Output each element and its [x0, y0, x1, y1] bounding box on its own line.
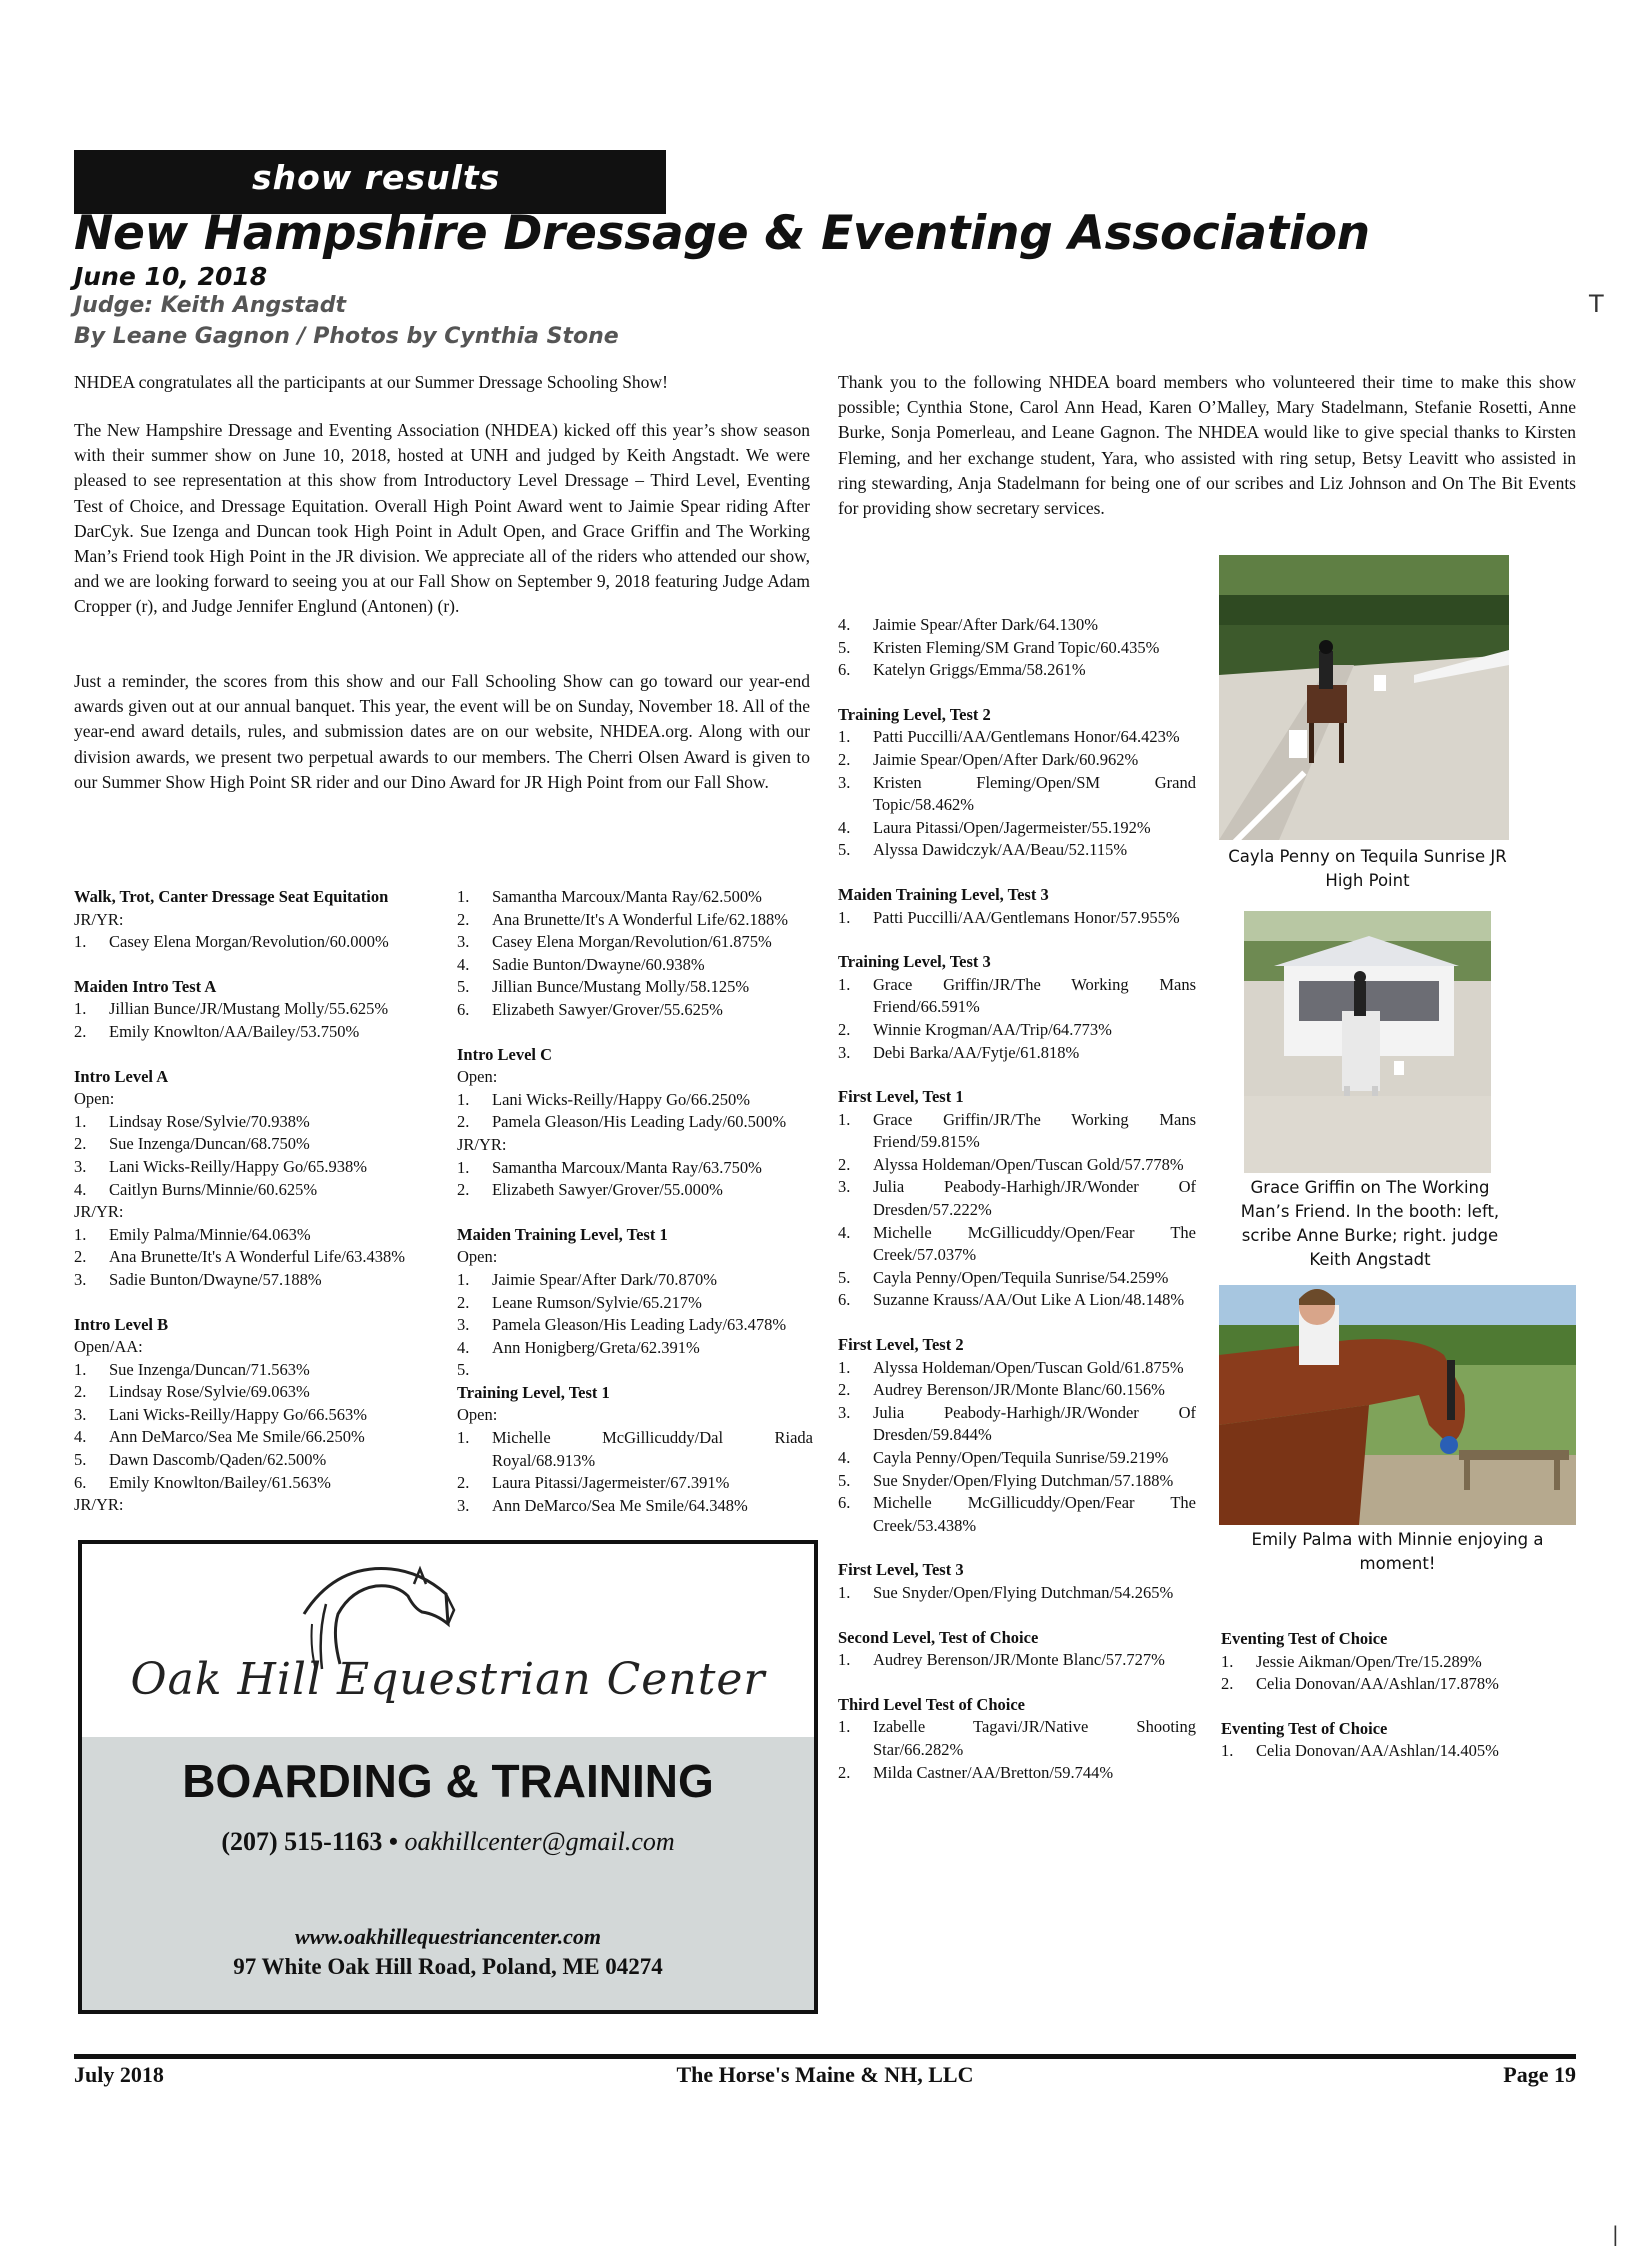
result-entry: [838, 1402, 1196, 1447]
result-text: Casey Elena Morgan/Revolution/60.000%: [109, 932, 389, 952]
result-text: Laura Pitassi/Jagermeister/67.391%: [492, 1473, 730, 1493]
caption-photo-1: Cayla Penny on Tequila Sunrise JR High Point: [1228, 847, 1507, 890]
result-entry: [838, 1492, 1196, 1537]
result-entry: [838, 1222, 1196, 1267]
results-class-heading: Training Level, Test 1: [457, 1382, 610, 1402]
result-text: Michelle McGillicuddy/Open/Fear The Creek/53.438%: [873, 1493, 1196, 1535]
result-entry: [74, 1449, 434, 1472]
list-gap: [838, 682, 1196, 704]
result-place: 6.: [838, 660, 851, 680]
result-text: Jaimie Spear/Open/After Dark/60.962%: [873, 749, 1139, 769]
result-text: Lani Wicks-Reilly/Happy Go/66.250%: [492, 1089, 750, 1109]
result-place: 4.: [74, 1179, 87, 1199]
result-entry: [457, 886, 813, 909]
results-division-label: Open:: [457, 1247, 498, 1267]
result-place: 2.: [838, 1154, 851, 1174]
result-place: 4.: [838, 615, 851, 634]
result-text: Sue Inzenga/Duncan/68.750%: [109, 1134, 310, 1154]
result-text: Alyssa Holdeman/Open/Tuscan Gold/61.875%: [873, 1357, 1184, 1377]
result-text: Elizabeth Sawyer/Grover/55.000%: [492, 1180, 723, 1200]
results-class-heading: Intro Level B: [74, 1314, 169, 1334]
result-entry: [457, 1269, 813, 1292]
result-entry: [74, 1472, 434, 1495]
list-gap: [457, 1022, 813, 1044]
intro-paragraph-1: NHDEA congratulates all the participants at our Summer Dressage Schooling Show!: [74, 372, 668, 392]
result-text: Cayla Penny/Open/Tequila Sunrise/54.259%: [873, 1267, 1169, 1287]
result-text: Samantha Marcoux/Manta Ray/63.750%: [492, 1157, 762, 1177]
footer-publication: The Horse's Maine & NH, LLC: [676, 2062, 974, 2087]
result-place: 1.: [74, 999, 87, 1019]
result-text: Pamela Gleason/His Leading Lady/63.478%: [492, 1315, 787, 1335]
result-place: 1.: [838, 1357, 851, 1377]
list-gap: [838, 1672, 1196, 1694]
results-division-label: JR/YR:: [74, 1202, 124, 1222]
result-entry: [457, 1337, 813, 1360]
result-place: 5.: [838, 1267, 851, 1287]
result-entry: [838, 614, 1196, 637]
results-division-label: JR/YR:: [74, 909, 124, 929]
result-text: Jillian Bunce/JR/Mustang Molly/55.625%: [109, 999, 389, 1019]
result-entry: [74, 1224, 434, 1247]
result-text: Lani Wicks-Reilly/Happy Go/66.563%: [109, 1404, 367, 1424]
result-place: 4.: [838, 1448, 851, 1467]
result-place: 1.: [457, 1428, 470, 1448]
result-text: Grace Griffin/JR/The Working Mans Friend/66.591%: [873, 974, 1196, 1017]
result-entry: [838, 974, 1196, 1019]
results-column-2: [457, 886, 813, 1517]
result-place: 3.: [74, 1404, 87, 1424]
results-class-heading: Intro Level C: [457, 1044, 553, 1064]
result-place: 1.: [838, 727, 851, 747]
result-place: 2.: [1221, 1674, 1234, 1694]
result-text: Julia Peabody-Harhigh/JR/Wonder Of Dresden/59.844%: [873, 1402, 1196, 1445]
result-place: 1.: [838, 974, 851, 994]
results-class-heading: First Level, Test 1: [838, 1087, 964, 1107]
result-entry: [457, 1495, 813, 1518]
results-class-heading: Maiden Training Level, Test 3: [838, 884, 1049, 904]
result-entry: [457, 1292, 813, 1315]
result-text: Milda Castner/AA/Bretton/59.744%: [873, 1762, 1114, 1782]
results-class-heading: Maiden Training Level, Test 1: [457, 1224, 668, 1244]
result-entry: [838, 1447, 1196, 1470]
article-judge: Judge: Keith Angstadt: [74, 293, 347, 318]
result-text: Michelle McGillicuddy/Dal Riada Royal/68.913%: [492, 1428, 813, 1470]
result-text: Izabelle Tagavi/JR/Native Shooting Star/66.282%: [873, 1717, 1196, 1759]
result-text: Ann Honigberg/Greta/62.391%: [492, 1337, 700, 1357]
result-entry: [838, 1042, 1196, 1065]
result-entry: [838, 1470, 1196, 1493]
results-column-4: [1221, 1628, 1576, 1763]
list-gap: [838, 1064, 1196, 1086]
result-text: Audrey Berenson/JR/Monte Blanc/57.727%: [873, 1650, 1165, 1670]
result-place: 1.: [838, 1109, 851, 1129]
result-place: 4.: [838, 817, 851, 837]
result-entry: [838, 659, 1196, 682]
result-place: 4.: [838, 1222, 851, 1242]
result-text: Sadie Bunton/Dwayne/57.188%: [109, 1269, 322, 1289]
result-place: 2.: [74, 1247, 87, 1267]
result-entry: [1221, 1651, 1576, 1674]
result-place: 3.: [74, 1156, 87, 1176]
result-place: 6.: [457, 999, 470, 1019]
results-class-heading: Training Level, Test 3: [838, 952, 991, 972]
result-entry: [74, 1381, 434, 1404]
result-place: 1.: [74, 1111, 87, 1131]
list-gap: [74, 1044, 434, 1066]
result-entry: [838, 907, 1196, 930]
result-entry: [838, 749, 1196, 772]
result-text: Kristen Fleming/Open/SM Grand Topic/58.462%: [873, 772, 1196, 815]
result-entry: [457, 954, 813, 977]
result-entry: [838, 1154, 1196, 1177]
result-text: Lindsay Rose/Sylvie/70.938%: [109, 1111, 310, 1131]
result-place: 1.: [74, 1359, 87, 1379]
results-class-heading: Training Level, Test 2: [838, 704, 991, 724]
result-entry: [1221, 1740, 1576, 1763]
result-entry: [74, 1269, 434, 1292]
result-text: Casey Elena Morgan/Revolution/61.875%: [492, 932, 772, 952]
intro-paragraph-2: The New Hampshire Dressage and Eventing Association (NHDEA) kicked off this year’s show season with their summer show on June 10, 2018, hosted at UNH and judged by Keith Angstadt. We were pleased to see representation at this show from Introductory Level Dressage – Third Level, Eventing Test of Choice, and Dressage Equitation. Overall High Point Award went to Jaimie Spear riding After DarCyk. Sue Izenga and Duncan took High Point in Adult Open, and Grace Griffin and The Working Man’s Friend took High Point in the JR division. We appreciate all of the riders who attended our show, and we are looking forward to seeing you at our Fall Show on September 9, 2018 featuring Judge Adam Cropper (r), and Judge Jennifer Englund (Antonen) (r).: [74, 420, 810, 617]
result-place: 3.: [838, 772, 851, 792]
result-place: 5.: [457, 977, 470, 997]
result-entry: [838, 817, 1196, 840]
results-division-label: Open:: [457, 1405, 498, 1425]
result-text: Emily Knowlton/AA/Bailey/53.750%: [109, 1021, 360, 1041]
results-class-heading: Eventing Test of Choice: [1221, 1629, 1388, 1648]
result-entry: [74, 998, 434, 1021]
result-entry: [457, 976, 813, 999]
list-gap: [74, 1292, 434, 1314]
results-class-heading: First Level, Test 2: [838, 1335, 964, 1355]
result-text: Celia Donovan/AA/Ashlan/17.878%: [1256, 1674, 1499, 1694]
section-label: show results: [252, 158, 501, 197]
result-text: Caitlyn Burns/Minnie/60.625%: [109, 1179, 318, 1199]
result-place: 2.: [838, 749, 851, 769]
result-place: 2.: [838, 1762, 851, 1782]
result-entry: [838, 1267, 1196, 1290]
result-place: 6.: [74, 1472, 87, 1492]
section-banner: [74, 150, 666, 214]
result-place: 3.: [838, 1177, 851, 1197]
result-place: 6.: [838, 1290, 851, 1310]
result-text: Laura Pitassi/Open/Jagermeister/55.192%: [873, 817, 1151, 837]
result-place: 2.: [74, 1021, 87, 1041]
result-entry: [838, 772, 1196, 817]
ad-website[interactable]: www.oakhillequestriancenter.com: [295, 1924, 601, 1949]
result-text: Lani Wicks-Reilly/Happy Go/65.938%: [109, 1156, 367, 1176]
result-place: 3.: [457, 1315, 470, 1335]
result-entry: [838, 839, 1196, 862]
result-entry: [838, 1109, 1196, 1154]
result-place: 6.: [838, 1493, 851, 1513]
result-text: Elizabeth Sawyer/Grover/55.625%: [492, 999, 723, 1019]
result-entry: [838, 1019, 1196, 1042]
result-place: 2.: [838, 1019, 851, 1039]
result-entry: [457, 1427, 813, 1472]
result-place: 5.: [74, 1450, 87, 1470]
result-text: Patti Puccilli/AA/Gentlemans Honor/64.423%: [873, 727, 1180, 747]
result-text: Alyssa Holdeman/Open/Tuscan Gold/57.778%: [873, 1154, 1184, 1174]
result-entry: [838, 726, 1196, 749]
results-class-heading: Eventing Test of Choice: [1221, 1718, 1388, 1738]
result-text: Michelle McGillicuddy/Open/Fear The Creek/57.037%: [873, 1222, 1196, 1265]
results-division-label: Open:: [74, 1089, 115, 1109]
caption-photo-2: Grace Griffin on The Working Man’s Friend. In the booth: left, scribe Anne Burke; right. judge Keith Angstadt: [1240, 1178, 1500, 1269]
list-gap: [838, 862, 1196, 884]
result-place: 1.: [74, 932, 87, 952]
ad-headline: BOARDING & TRAINING: [182, 1755, 714, 1807]
results-class-heading: First Level, Test 3: [838, 1560, 964, 1580]
ad-address: 97 White Oak Hill Road, Poland, ME 04274: [233, 1954, 663, 1979]
result-place: 2.: [74, 1382, 87, 1402]
result-place: 3.: [838, 1402, 851, 1422]
result-entry: [74, 1426, 434, 1449]
list-gap: [838, 1312, 1196, 1334]
result-entry: [457, 909, 813, 932]
result-place: 1.: [1221, 1741, 1234, 1761]
result-entry: [457, 1314, 813, 1337]
result-text: Sue Snyder/Open/Flying Dutchman/54.265%: [873, 1582, 1174, 1602]
article-title: New Hampshire Dressage & Eventing Association: [74, 206, 1370, 261]
result-place: 2.: [457, 1292, 470, 1312]
footer-rule: [74, 2054, 1576, 2059]
result-entry: [838, 1289, 1196, 1312]
result-text: Jaimie Spear/After Dark/70.870%: [492, 1269, 717, 1289]
result-entry: [457, 931, 813, 954]
result-text: Jaimie Spear/After Dark/64.130%: [873, 615, 1098, 634]
result-place: 3.: [457, 932, 470, 952]
results-division-label: JR/YR:: [457, 1134, 507, 1154]
result-text: Celia Donovan/AA/Ashlan/14.405%: [1256, 1741, 1499, 1761]
result-entry: [457, 1472, 813, 1495]
result-entry: [457, 1179, 813, 1202]
result-place: 5.: [457, 1360, 470, 1380]
list-gap: [74, 954, 434, 976]
result-place: 3.: [838, 1042, 851, 1062]
ad-separator: •: [388, 1827, 405, 1856]
result-place: 1.: [457, 887, 470, 906]
results-division-label: Open/AA:: [74, 1337, 143, 1357]
result-text: Leane Rumson/Sylvie/65.217%: [492, 1292, 702, 1312]
result-place: 1.: [838, 1717, 851, 1737]
results-class-heading: Maiden Intro Test A: [74, 976, 217, 996]
result-place: 3.: [74, 1269, 87, 1289]
result-place: 2.: [457, 1112, 470, 1132]
result-text: Dawn Dascomb/Qaden/62.500%: [109, 1450, 327, 1470]
ad-phone: (207) 515-1163: [221, 1827, 383, 1856]
result-text: Alyssa Dawidczyk/AA/Beau/52.115%: [873, 840, 1128, 860]
result-entry: [838, 1762, 1196, 1785]
result-place: 4.: [457, 1337, 470, 1357]
results-class-heading: Intro Level A: [74, 1066, 169, 1086]
result-place: 1.: [838, 1582, 851, 1602]
result-place: 5.: [838, 637, 851, 657]
result-text: Sue Inzenga/Duncan/71.563%: [109, 1359, 310, 1379]
result-text: Pamela Gleason/His Leading Lady/60.500%: [492, 1112, 787, 1132]
results-column-3: [838, 614, 1196, 1784]
result-text: Sadie Bunton/Dwayne/60.938%: [492, 954, 705, 974]
result-place: 4.: [457, 954, 470, 974]
result-place: 2.: [457, 1180, 470, 1200]
list-gap: [838, 1605, 1196, 1627]
result-text: Cayla Penny/Open/Tequila Sunrise/59.219%: [873, 1448, 1169, 1467]
caption-photo-3: Emily Palma with Minnie enjoying a moment!: [1251, 1530, 1544, 1573]
result-text: Kristen Fleming/SM Grand Topic/60.435%: [873, 637, 1160, 657]
ad-brand-name: Oak Hill Equestrian Center: [130, 1654, 766, 1705]
ad-contact: [82, 1827, 814, 1857]
result-place: 4.: [74, 1427, 87, 1447]
intro-paragraph-3: Just a reminder, the scores from this show and our Fall Schooling Show can go toward our year-end awards given out at our annual banquet. This year, the event will be on Sunday, November 18. All of the year-end award details, rules, and submission dates are on our website, NHDEA.org. Along with our division awards, we present two perpetual awards to our members. The Cherri Olsen Award is given to our Summer Show High Point SR rider and our Dino Award for JR High Point from our Fall Show.: [74, 671, 810, 792]
result-text: Suzanne Krauss/AA/Out Like A Lion/48.148%: [873, 1290, 1185, 1310]
ad-email[interactable]: oakhillcenter@gmail.com: [404, 1827, 675, 1856]
result-entry: [74, 1179, 434, 1202]
result-place: 1.: [457, 1157, 470, 1177]
corner-mark-top: T: [1589, 290, 1604, 318]
result-place: 2.: [838, 1380, 851, 1400]
result-entry: [74, 1133, 434, 1156]
result-text: Julia Peabody-Harhigh/JR/Wonder Of Dresden/57.222%: [873, 1177, 1196, 1220]
result-entry: [457, 1157, 813, 1180]
results-class-heading: Second Level, Test of Choice: [838, 1627, 1039, 1647]
result-text: Winnie Krogman/AA/Trip/64.773%: [873, 1019, 1112, 1039]
result-place: 3.: [457, 1495, 470, 1515]
result-place: 1.: [74, 1224, 87, 1244]
result-entry: [74, 1404, 434, 1427]
result-entry: [838, 1716, 1196, 1761]
thanks-paragraph: Thank you to the following NHDEA board members who volunteered their time to make this show possible; Cynthia Stone, Carol Ann Head, Karen O’Malley, Mary Stadelmann, Stefanie Rosetti, Anne Burke, Sonja Pomerleau, and Leane Gagnon. The NHDEA would like to give special thanks to Kirsten Fleming, and her exchange student, Yara, who assisted with ring setup, Betsy Leavitt who assisted in ring stewarding, Anja Stadelmann for being one of our scribes and Liz Johnson and On The Bit Events for providing show secretary services.: [838, 372, 1576, 519]
result-entry: [74, 1246, 434, 1269]
result-entry: [838, 1582, 1196, 1605]
result-entry: [457, 1359, 813, 1382]
result-entry: [74, 1111, 434, 1134]
result-place: 5.: [838, 840, 851, 860]
result-text: Ann DeMarco/Sea Me Smile/66.250%: [109, 1427, 365, 1447]
result-entry: [74, 1021, 434, 1044]
footer-page-number: Page 19: [1503, 2062, 1576, 2087]
article-date: June 10, 2018: [74, 262, 268, 291]
result-place: 1.: [838, 907, 851, 927]
result-text: Emily Palma/Minnie/64.063%: [109, 1224, 311, 1244]
list-gap: [457, 1202, 813, 1224]
result-place: 1.: [1221, 1651, 1234, 1671]
result-text: Ana Brunette/It's A Wonderful Life/63.438%: [109, 1247, 405, 1267]
result-text: Grace Griffin/JR/The Working Mans Friend/59.815%: [873, 1109, 1196, 1152]
corner-mark-bottom: |: [1612, 2222, 1619, 2246]
result-text: Jessie Aikman/Open/Tre/15.289%: [1256, 1651, 1482, 1671]
list-gap: [838, 1537, 1196, 1559]
photo-grace-griffin: [1244, 911, 1491, 1173]
result-place: 2.: [457, 909, 470, 929]
result-entry: [838, 637, 1196, 660]
result-text: Sue Snyder/Open/Flying Dutchman/57.188%: [873, 1470, 1174, 1490]
result-place: 1.: [457, 1089, 470, 1109]
result-entry: [457, 1089, 813, 1112]
result-text: Ann DeMarco/Sea Me Smile/64.348%: [492, 1495, 748, 1515]
results-column-1: [74, 886, 434, 1517]
list-gap: [838, 929, 1196, 951]
result-entry: [838, 1379, 1196, 1402]
result-entry: [74, 1359, 434, 1382]
result-place: 1.: [457, 1269, 470, 1289]
result-text: Emily Knowlton/Bailey/61.563%: [109, 1472, 331, 1492]
result-text: Audrey Berenson/JR/Monte Blanc/60.156%: [873, 1380, 1165, 1400]
results-division-label: Open:: [457, 1067, 498, 1087]
result-entry: [74, 931, 434, 954]
list-gap: [1221, 1696, 1576, 1718]
result-text: Lindsay Rose/Sylvie/69.063%: [109, 1382, 310, 1402]
result-entry: [1221, 1673, 1576, 1696]
results-division-label: JR/YR:: [74, 1495, 124, 1515]
results-class-heading: Third Level Test of Choice: [838, 1694, 1026, 1714]
photo-emily-palma: [1219, 1285, 1576, 1525]
result-entry: [74, 1156, 434, 1179]
photo-cayla-penny: [1219, 555, 1509, 840]
result-entry: [457, 1111, 813, 1134]
result-place: 5.: [838, 1470, 851, 1490]
footer-date: July 2018: [74, 2062, 164, 2087]
result-text: Debi Barka/AA/Fytje/61.818%: [873, 1042, 1080, 1062]
result-text: Patti Puccilli/AA/Gentlemans Honor/57.955%: [873, 907, 1180, 927]
result-text: Ana Brunette/It's A Wonderful Life/62.188%: [492, 909, 788, 929]
result-place: 1.: [838, 1650, 851, 1670]
result-place: 2.: [457, 1473, 470, 1493]
result-entry: [838, 1176, 1196, 1221]
result-entry: [838, 1649, 1196, 1672]
result-place: 2.: [74, 1134, 87, 1154]
article-byline: By Leane Gagnon / Photos by Cynthia Stone: [74, 324, 619, 349]
result-text: Jillian Bunce/Mustang Molly/58.125%: [492, 977, 750, 997]
result-entry: [457, 999, 813, 1022]
result-text: Samantha Marcoux/Manta Ray/62.500%: [492, 887, 762, 906]
result-text: [492, 1359, 813, 1382]
advertisement-oak-hill: [78, 1540, 818, 2014]
result-entry: [838, 1357, 1196, 1380]
result-text: Katelyn Griggs/Emma/58.261%: [873, 660, 1086, 680]
results-class-heading: Walk, Trot, Canter Dressage Seat Equitation: [74, 887, 389, 906]
